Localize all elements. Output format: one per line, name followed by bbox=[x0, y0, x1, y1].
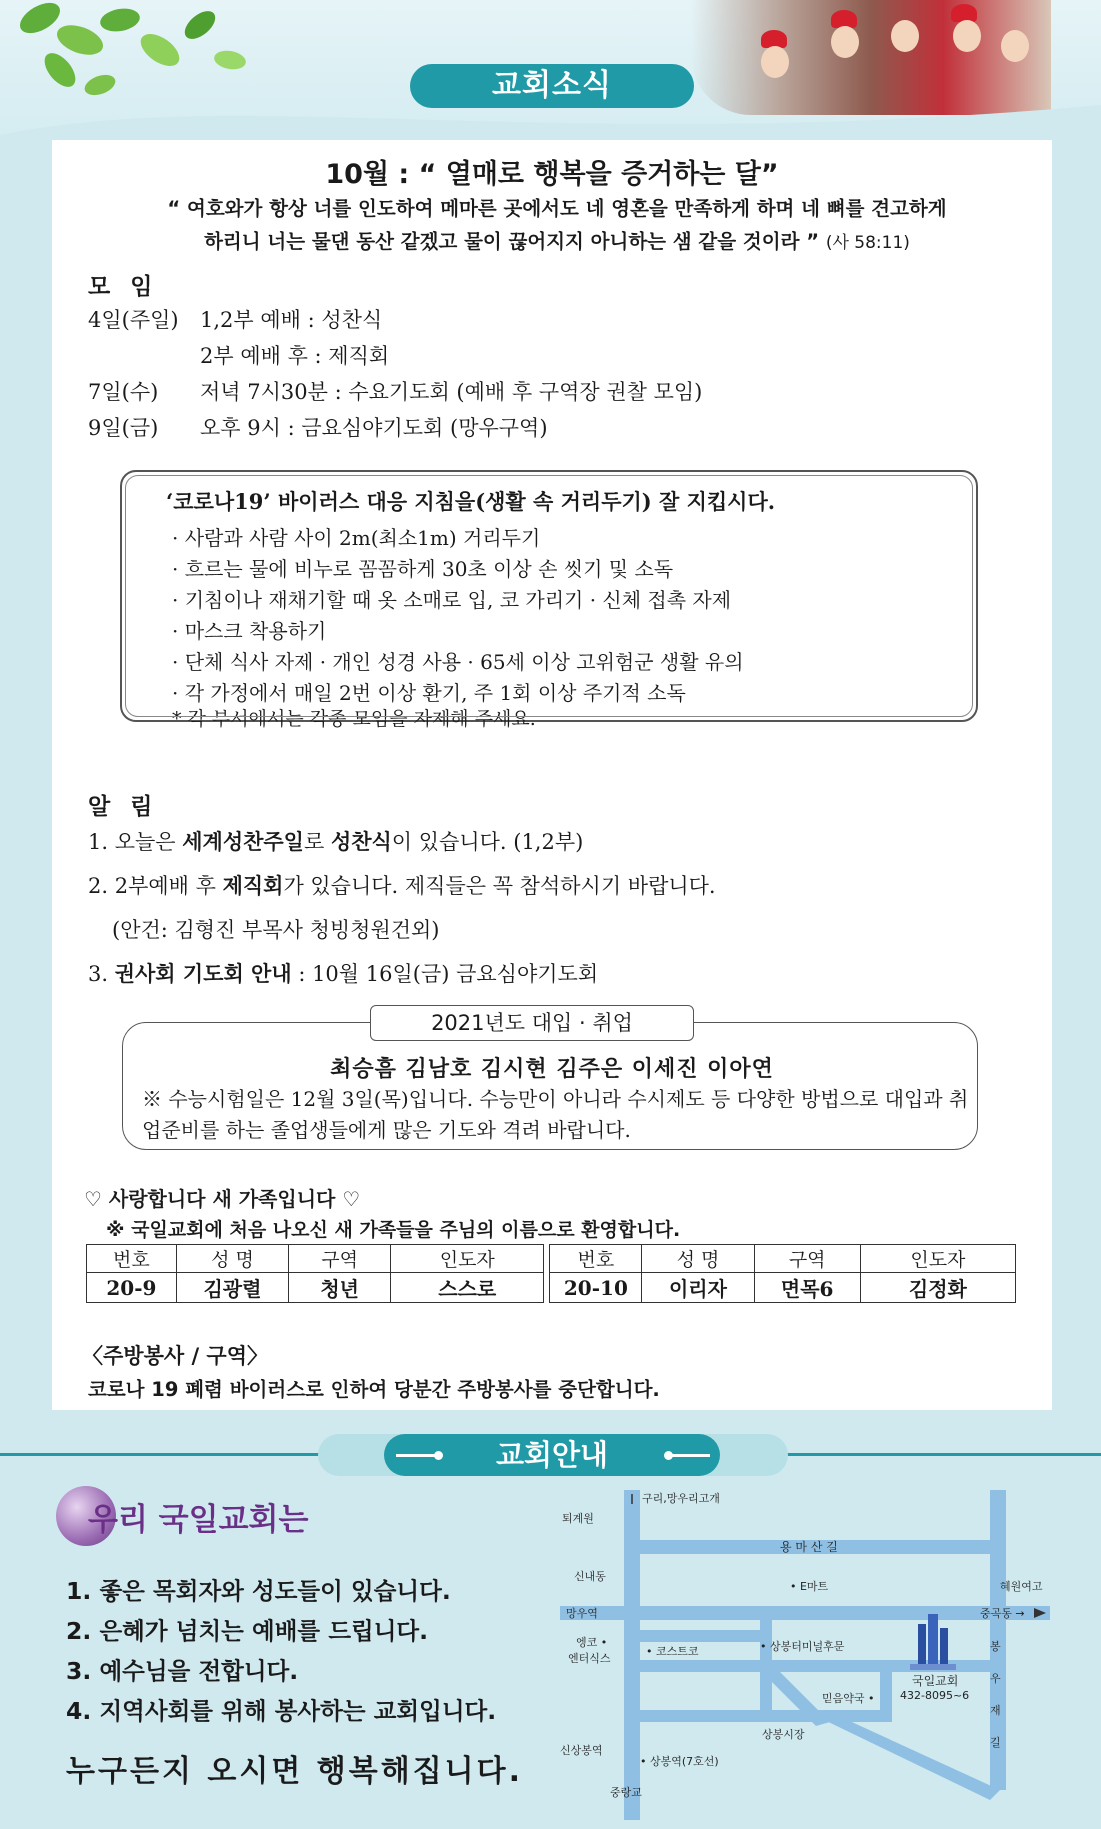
table-header: 번호 bbox=[87, 1245, 177, 1273]
map-label: 엔터식스 bbox=[568, 1652, 611, 1665]
kitchen-heading: 〈주방봉사 / 구역〉 bbox=[82, 1344, 269, 1368]
map-label: 길 bbox=[990, 1736, 1001, 1749]
notice-bold: 세계성찬주일 bbox=[182, 829, 304, 854]
exam-note: ※ 수능시험일은 12월 3일(목)입니다. 수능만이 아니라 수시제도 등 다양한 방법으로 대입과 취업준비를 하는 졸업생들에게 많은 기도와 격려 바랍니다. bbox=[142, 1087, 969, 1142]
pill-dot bbox=[664, 1451, 673, 1460]
header-banner bbox=[0, 0, 1101, 140]
new-family-table bbox=[86, 1244, 1016, 1303]
table-row bbox=[87, 1273, 1016, 1303]
meeting-text: 1,2부 예배 : 성찬식 bbox=[200, 308, 383, 332]
map-label: 신상봉역 bbox=[560, 1744, 603, 1757]
verse-line-2-text: 하리니 너는 물댄 동산 같겠고 물이 끊어지지 아니하는 샘 같을 것이라 ” bbox=[204, 230, 820, 253]
pill-ornament bbox=[670, 1454, 710, 1457]
kitchen-text: 코로나 19 폐렴 바이러스로 인하여 당분간 주방봉사를 중단합니다. bbox=[88, 1378, 660, 1401]
covid-guidelines-box bbox=[120, 470, 978, 730]
covid-item: · 흐르는 물에 비누로 꼼꼼하게 30초 이상 손 씻기 및 소독 bbox=[172, 557, 674, 581]
covid-title: ‘코로나19’ 바이러스 대응 지침을(생활 속 거리두기) 잘 지킵시다. bbox=[166, 489, 776, 514]
map-road bbox=[560, 1606, 1050, 1620]
meetings-heading: 모 임 bbox=[88, 274, 159, 300]
table-header: 인도자 bbox=[391, 1245, 544, 1273]
map-label: 퇴계원 bbox=[562, 1512, 594, 1525]
notice-text: 1. 오늘은 bbox=[88, 830, 183, 854]
notice-bold: 권사회 기도회 안내 bbox=[114, 961, 292, 986]
meeting-row bbox=[88, 340, 389, 370]
meeting-day: 9일(금) bbox=[88, 416, 159, 440]
new-family-heading: ♡ 사랑합니다 새 가족입니다 ♡ bbox=[84, 1187, 361, 1211]
map-road bbox=[880, 1672, 892, 1722]
church-intro-item: 1. 좋은 목회자와 성도들이 있습니다. bbox=[66, 1577, 451, 1605]
table-header: 구역 bbox=[754, 1245, 860, 1273]
table-header: 성 명 bbox=[176, 1245, 288, 1273]
map-road bbox=[624, 1490, 640, 1820]
table-cell: 청년 bbox=[289, 1273, 391, 1303]
meeting-day: 4일(주일) bbox=[88, 308, 179, 332]
guide-title: 교회안내 bbox=[384, 1434, 720, 1476]
table-header-row bbox=[87, 1245, 1016, 1273]
notice-bold: 제직회 bbox=[222, 873, 284, 898]
verse-line-2 bbox=[92, 225, 1022, 260]
map-road bbox=[640, 1630, 770, 1642]
bible-verse bbox=[92, 192, 1022, 260]
new-family-note: ※ 국일교회에 처음 나오신 새 가족들을 주님의 이름으로 환영합니다. bbox=[106, 1219, 681, 1241]
notice-3 bbox=[88, 958, 598, 988]
table-header: 번호 bbox=[550, 1245, 642, 1273]
map-label: 엥코 • bbox=[576, 1636, 608, 1649]
map-label: 구리,망우리고개 bbox=[642, 1492, 720, 1505]
notice-2 bbox=[88, 870, 716, 900]
covid-item: · 단체 식사 자제 · 개인 성경 사용 · 65세 이상 고위험군 생활 유의 bbox=[172, 650, 744, 674]
table-cell: 스스로 bbox=[391, 1273, 544, 1303]
covid-note: * 각 부서에서는 각종 모임을 자제해 주세요. bbox=[172, 708, 536, 730]
map-label: 국일교회 bbox=[912, 1674, 959, 1688]
meeting-day: 7일(수) bbox=[88, 380, 159, 404]
verse-line-1: “ 여호와가 항상 너를 인도하여 메마른 곳에서도 네 영혼을 만족하게 하며 네 뼈를 견고하게 bbox=[167, 197, 947, 220]
meeting-text: 2부 예배 후 : 제직회 bbox=[200, 344, 390, 368]
covid-item: · 마스크 착용하기 bbox=[172, 619, 327, 643]
church-intro-item: 4. 지역사회를 위해 봉사하는 교회입니다. bbox=[66, 1697, 497, 1725]
table-cell: 김정화 bbox=[860, 1273, 1015, 1303]
notice-text: 가 있습니다. 제직들은 꼭 참석하시기 바랍니다. bbox=[283, 874, 716, 898]
map-label: • E마트 bbox=[790, 1580, 829, 1593]
notice-text: 로 bbox=[303, 830, 331, 854]
map-label: 믿음약국 • bbox=[822, 1692, 875, 1705]
exam-label: 2021년도 대입 · 취업 bbox=[370, 1005, 694, 1041]
church-intro-title: 우리 국일교회는 bbox=[88, 1502, 309, 1538]
map-label: 혜원여고 bbox=[1000, 1580, 1043, 1593]
covid-item: · 사람과 사람 사이 2m(최소1m) 거리두기 bbox=[172, 526, 541, 550]
map-label: 상봉시장 bbox=[762, 1728, 805, 1741]
table-cell: 김광렬 bbox=[176, 1273, 288, 1303]
month-title: 10월 : “ 열매로 행복을 증거하는 달” bbox=[325, 159, 779, 190]
meeting-row bbox=[88, 412, 548, 442]
notice-1 bbox=[88, 826, 583, 856]
map-label: 재 bbox=[990, 1704, 1001, 1717]
covid-item: · 각 가정에서 매일 2번 이상 환기, 주 1회 이상 주기적 소독 bbox=[172, 681, 686, 705]
map-label: 용 마 산 길 bbox=[780, 1540, 838, 1554]
church-intro-item: 2. 은혜가 넘치는 예배를 드립니다. bbox=[66, 1617, 429, 1645]
notice-text: 3. bbox=[88, 962, 115, 986]
pill-ornament bbox=[396, 1454, 436, 1457]
map-road bbox=[816, 1712, 1000, 1800]
news-panel bbox=[52, 140, 1052, 1410]
map-label: 432-8095~6 bbox=[900, 1689, 970, 1702]
map-label: • 코스트코 bbox=[646, 1645, 699, 1658]
map-label: • 상봉터미널후문 bbox=[760, 1640, 845, 1653]
map-label: 중곡동 → bbox=[980, 1607, 1025, 1620]
verse-reference: (사 58:11) bbox=[825, 233, 910, 253]
map-label: 신내동 bbox=[574, 1570, 606, 1583]
map-label: 봉 bbox=[990, 1640, 1001, 1653]
notices-heading: 알 림 bbox=[88, 794, 159, 820]
meeting-text: 저녁 7시30분 : 수요기도회 (예배 후 구역장 권찰 모임) bbox=[200, 380, 703, 404]
church-slogan: 누구든지 오시면 행복해집니다. bbox=[66, 1754, 524, 1789]
notice-text: : 10월 16일(금) 금요심야기도회 bbox=[291, 962, 599, 986]
map-label: 중랑교 bbox=[610, 1786, 642, 1799]
meeting-text: 오후 9시 : 금요심야기도회 (망우구역) bbox=[200, 416, 548, 440]
notice-text: 이 있습니다. (1,2부) bbox=[391, 830, 584, 854]
table-header: 구역 bbox=[289, 1245, 391, 1273]
church-location-map bbox=[560, 1490, 1060, 1820]
map-label: 망우역 bbox=[566, 1607, 598, 1620]
table-cell: 20-9 bbox=[87, 1273, 177, 1303]
map-label: • 상봉역(7호선) bbox=[640, 1755, 719, 1768]
table-cell: 이리자 bbox=[642, 1273, 754, 1303]
table-header: 인도자 bbox=[860, 1245, 1015, 1273]
news-title: 교회소식 bbox=[410, 64, 694, 108]
notice-text: 2. 2부예배 후 bbox=[88, 874, 223, 898]
pill-dot bbox=[434, 1451, 443, 1460]
meeting-row bbox=[88, 304, 382, 334]
church-intro-item: 3. 예수님을 전합니다. bbox=[66, 1657, 299, 1685]
meeting-row bbox=[88, 376, 702, 406]
table-cell: 면목6 bbox=[754, 1273, 860, 1303]
table-header: 성 명 bbox=[642, 1245, 754, 1273]
map-label: 우 bbox=[990, 1672, 1001, 1685]
notice-2-sub: (안건: 김형진 부목사 청빙청원건외) bbox=[112, 918, 440, 942]
covid-item: · 기침이나 재채기할 때 옷 소매로 입, 코 가리기 · 신체 접촉 자제 bbox=[172, 588, 732, 612]
notice-bold: 성찬식 bbox=[330, 829, 392, 854]
exam-names: 최승흠 김남호 김시현 김주은 이세진 이아연 bbox=[330, 1056, 774, 1082]
table-cell: 20-10 bbox=[550, 1273, 642, 1303]
